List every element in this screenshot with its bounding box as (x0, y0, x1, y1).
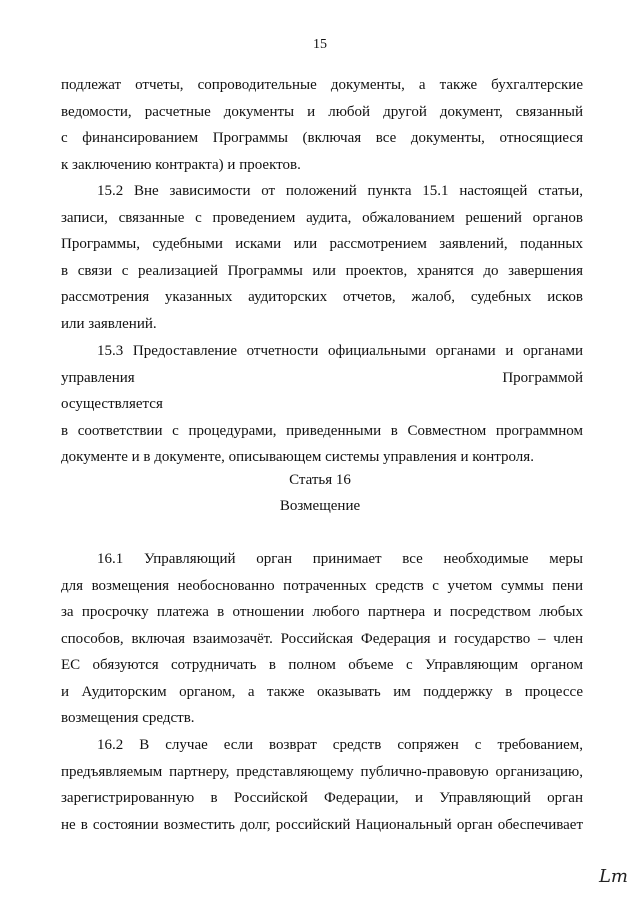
text-line: 15.2 Вне зависимости от положений пункта 15.1 настоящей статьи, (97, 183, 583, 199)
article-subtitle: Возмещение (279, 498, 361, 514)
paragraph-16-2 (61, 732, 583, 838)
text-line: 16.1 Управляющий орган принимает все необходимые меры (97, 551, 583, 567)
text-line: возмещения средств. (61, 710, 195, 726)
paragraph-15-2 (61, 178, 583, 337)
page-number: 15 (313, 37, 327, 52)
text-line: к заключению контракта) и проектов. (61, 156, 301, 173)
text-line: подлежат отчеты, сопроводительные документы, а также бухгалтерские (61, 77, 583, 93)
text-line: за просрочку платежа в отношении любого партнера и посредством любых (61, 604, 583, 620)
text-line: записи, связанные с проведением аудита, обжалованием решений органов (61, 209, 583, 226)
text-line: с финансированием Программы (включая все документы, относящиеся (61, 130, 583, 146)
text-line: рассмотрения указанных аудиторских отчетов, жалоб, судебных исков (61, 289, 583, 305)
text-line: Программы, судебными исками или рассмотрением заявлений, поданных (61, 236, 583, 252)
paragraph-16-1 (61, 546, 583, 732)
text-line: способов, включая взаимозачёт. Российская Федерация и государство – член (61, 630, 583, 647)
text-line: и Аудиторским органом, а также оказывать им поддержку в процессе (61, 683, 583, 700)
text-line: зарегистрированную в Российской Федерации, и Управляющий орган (61, 790, 583, 806)
handwritten-initials: Lm (598, 866, 628, 887)
text-line: предъявляемым партнеру, представляющему публично-правовую организацию, (61, 763, 583, 780)
text-line: 16.2 В случае если возврат средств сопряжен с требованием, (97, 737, 583, 753)
text-line: ведомости, расчетные документы и любой другой документ, связанный (61, 103, 583, 120)
text-line: 15.3 Предоставление отчетности официальными органами и органами (97, 343, 583, 359)
article-title: Статья 16 (289, 472, 351, 488)
paragraph-continuation (61, 72, 583, 178)
text-line: документе и в документе, описывающем системы управления и контроля. (61, 449, 534, 465)
text-line: ЕС обязуются сотрудничать в полном объеме с Управляющим органом (61, 657, 583, 673)
text-line: не в состоянии возместить долг, российский Национальный орган обеспечивает (61, 816, 583, 833)
text-line: в связи с реализацией Программы или проектов, хранятся до завершения (61, 262, 583, 279)
text-line: в соответствии с процедурами, приведенными в Совместном программном (61, 422, 583, 439)
paragraph-15-3 (61, 338, 583, 471)
text-line: для возмещения необоснованно потраченных средств с учетом суммы пени (61, 577, 583, 594)
text-line: управления Программой осуществляется (61, 369, 583, 412)
text-line: или заявлений. (61, 315, 157, 332)
